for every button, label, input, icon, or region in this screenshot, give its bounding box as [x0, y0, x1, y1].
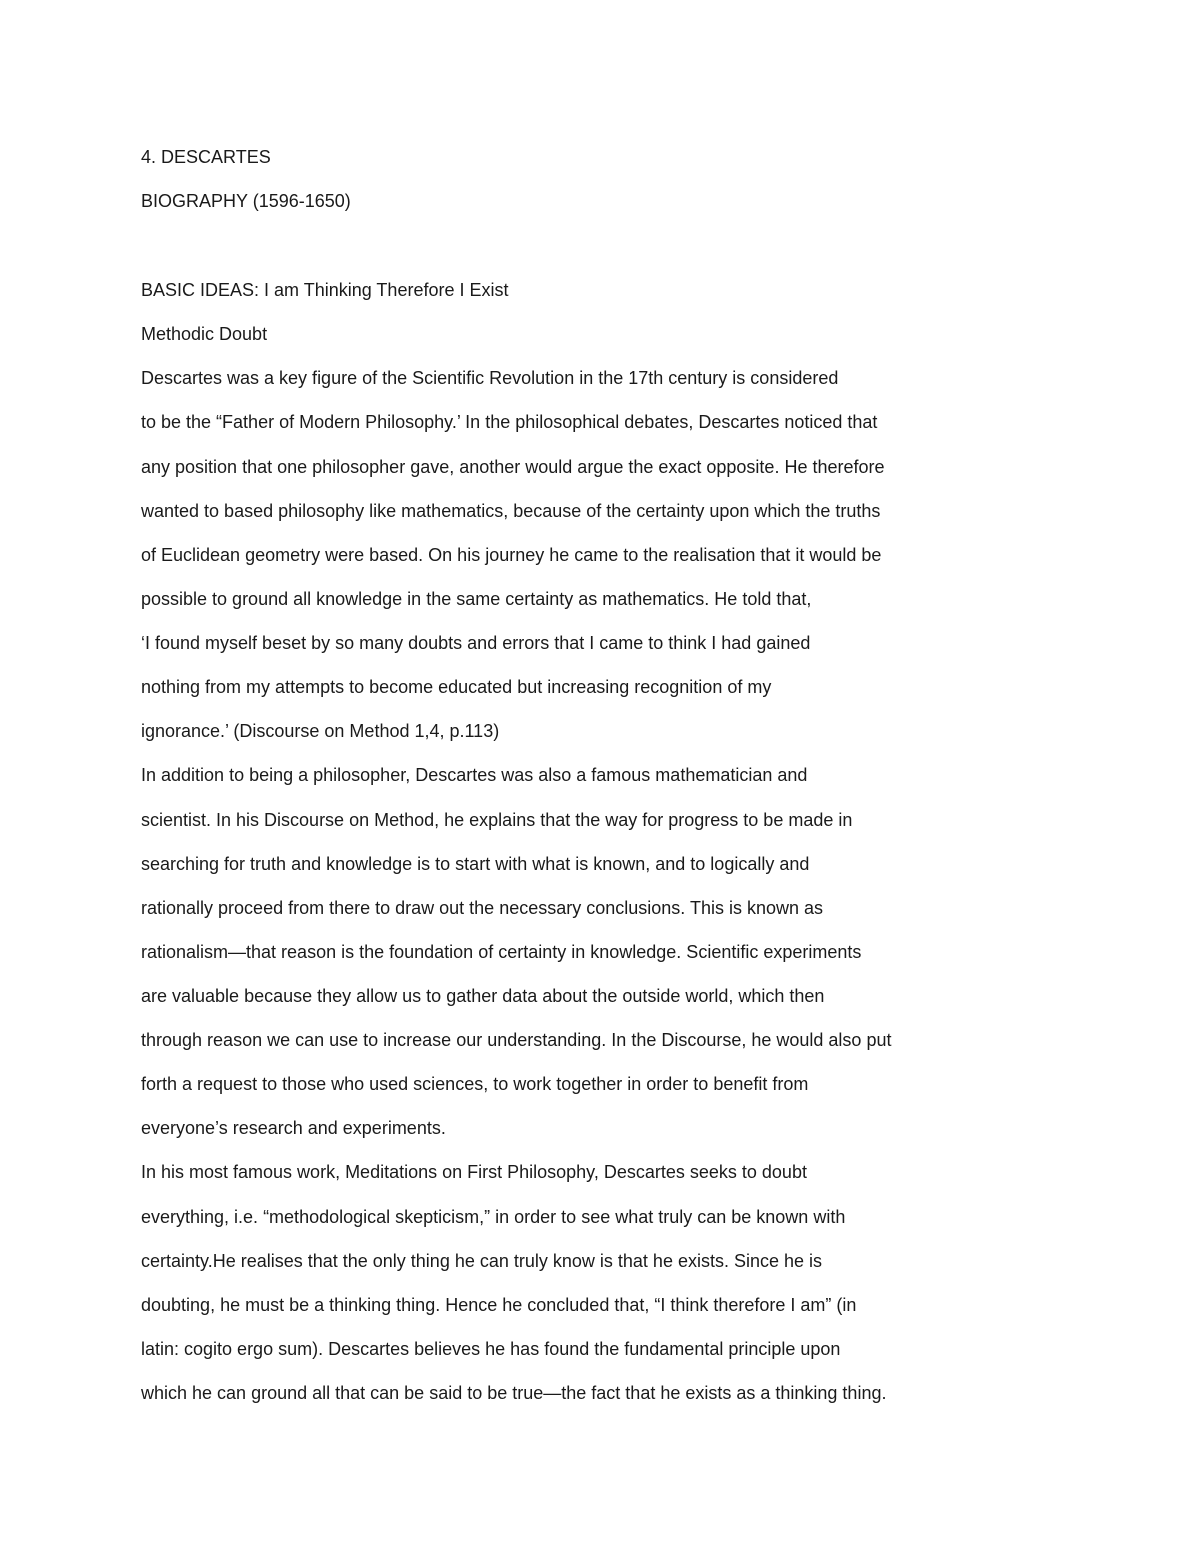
body-line: to be the “Father of Modern Philosophy.’ In the philosophical debates, Descartes noticed that: [141, 412, 878, 432]
body-line: In his most famous work, Meditations on First Philosophy, Descartes seeks to doubt: [141, 1162, 807, 1182]
body-line: possible to ground all knowledge in the same certainty as mathematics. He told that,: [141, 589, 812, 609]
body-line: Descartes was a key figure of the Scientific Revolution in the 17th century is considered: [141, 368, 839, 388]
body-line: through reason we can use to increase our understanding. In the Discourse, he would also put: [141, 1030, 892, 1050]
body-line: forth a request to those who used sciences, to work together in order to benefit from: [141, 1074, 809, 1094]
basic-ideas-heading: BASIC IDEAS: I am Thinking Therefore I Exist: [141, 280, 509, 300]
body-line: of Euclidean geometry were based. On his journey he came to the realisation that it would be: [141, 545, 882, 565]
body-line: are valuable because they allow us to gather data about the outside world, which then: [141, 986, 825, 1006]
body-line: everyone’s research and experiments.: [141, 1118, 446, 1138]
body-line: any position that one philosopher gave, another would argue the exact opposite. He therefore: [141, 457, 885, 477]
document-heading: 4. DESCARTES: [141, 147, 271, 167]
body-line: searching for truth and knowledge is to start with what is known, and to logically and: [141, 854, 810, 874]
body-line: latin: cogito ergo sum). Descartes believes he has found the fundamental principle upon: [141, 1339, 841, 1359]
body-line: everything, i.e. “methodological skepticism,” in order to see what truly can be known with: [141, 1207, 846, 1227]
body-line: doubting, he must be a thinking thing. Hence he concluded that, “I think therefore I am” (in: [141, 1295, 857, 1315]
body-line: rationally proceed from there to draw out the necessary conclusions. This is known as: [141, 898, 824, 918]
body-line: wanted to based philosophy like mathematics, because of the certainty upon which the truths: [141, 501, 881, 521]
body-line: ignorance.’ (Discourse on Method 1,4, p.113): [141, 721, 500, 741]
body-line: ‘I found myself beset by so many doubts and errors that I came to think I had gained: [141, 633, 811, 653]
biography-heading: BIOGRAPHY (1596-1650): [141, 191, 351, 211]
body-line: nothing from my attempts to become educated but increasing recognition of my: [141, 677, 772, 697]
body-line: rationalism—that reason is the foundation of certainty in knowledge. Scientific experiments: [141, 942, 862, 962]
body-line: scientist. In his Discourse on Method, he explains that the way for progress to be made in: [141, 810, 853, 830]
methodic-doubt-heading: Methodic Doubt: [141, 324, 268, 344]
body-line: In addition to being a philosopher, Descartes was also a famous mathematician and: [141, 765, 808, 785]
body-line: certainty.He realises that the only thing he can truly know is that he exists. Since he is: [141, 1251, 823, 1271]
body-line: which he can ground all that can be said to be true—the fact that he exists as a thinking thing.: [141, 1383, 887, 1403]
